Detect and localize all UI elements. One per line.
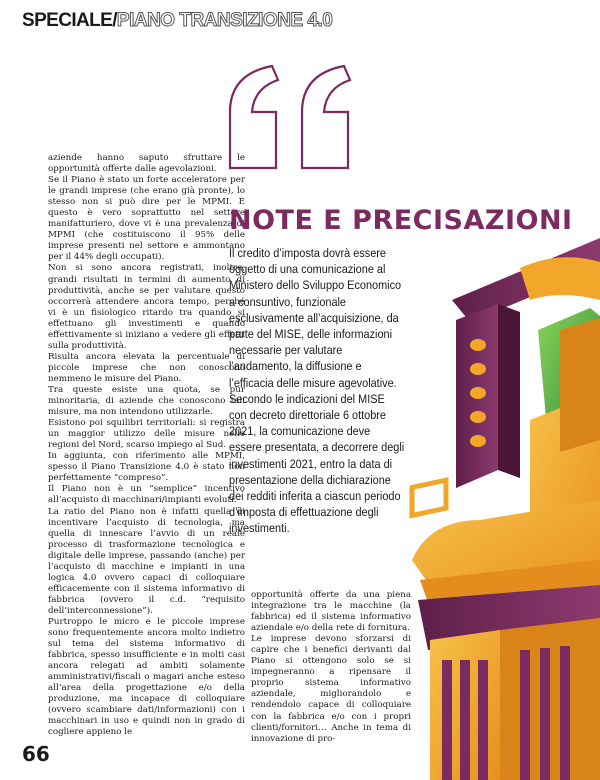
paragraph: In aggiunta, con riferimento alle MPMI, spesso il Piano Transizione 4.0 è stato non perfettamente “compreso”.	[48, 451, 245, 484]
header-separator: /	[112, 10, 117, 31]
paragraph: La ratio del Piano non è infatti quella di incentivare l’acquisto di tecnologia, ma quella di innescare l’avvio di un reale processo di trasformazione tecnologica e digitale delle imprese, passando (anche) per l’acquisto di macchine e impianti in una logica 4.0 ovvero capaci di colloquiare efficacemente con il sistema informativo di fabbrica (ovvero il c.d. “requisito dell’interconnessione”).	[48, 506, 245, 616]
paragraph: Risulta ancora elevata la percentuale di piccole imprese che non conoscono nemmeno le misure del Piano.	[48, 351, 245, 384]
paragraph: opportunità offerte da una piena integrazione tra le macchine (la fabbrica) ed il sistema informativo aziendale e/o della rete di fornitura.	[251, 590, 411, 634]
box-body	[229, 245, 405, 537]
paragraph: Il Piano non è un “semplice” incentivo all’acquisto di macchinari/impianti evoluti.	[48, 484, 245, 506]
paragraph: Purtroppo le micro e le piccole imprese sono frequentemente ancora molto indietro sul tema del sistema informativo di fabbrica, spesso insufficiente e in molti casi ancora relegati ad ambiti solamente amministrativi/fiscali o magari anche esteso all’area della progettazione e/o della produzione, ma incapace di colloquiare (ovvero scambiare dati/informazioni) con i macchinari in uso e quindi non in grado di cogliere appieno le	[48, 616, 245, 738]
box-paragraph: Il credito d’imposta dovrà essere oggetto di una comunicazione al Ministero dello Sviluppo Economico a consuntivo, funzionale esclusivamente all’acquisizione, da parte del MISE, delle informazioni necessarie per valutare l’andamento, la diffusione e l’efficacia delle misure agevolative. Secondo le indicazioni del MISE con decreto direttoriale 6 ottobre 2021, la comunicazione deve essere presentata, a decorrere degli investimenti 2021, entro la data di presentazione della dichiarazione dei redditi inferita a ciascun periodo d’imposta di effettuazione degli investimenti.	[229, 246, 405, 536]
bottom-text-column	[251, 590, 411, 745]
section-label: SPECIALE	[22, 10, 113, 31]
paragraph: Le imprese devono sforzarsi di capire che i benefici derivanti dal Piano si ottengono solo se si impegneranno a ripensare il proprio sistema informativo aziendale, migliorandolo e rendendolo capace di colloquiare con la fabbrica e/o con i propri clienti/fornitori… Anche in tema di innovazione di pro-	[251, 634, 411, 744]
paragraph: aziende hanno saputo sfruttare le opportunità offerte dalle agevolazioni.	[48, 153, 245, 175]
paragraph: Esistono poi squilibri territoriali: si registra un maggior utilizzo delle misure nelle regioni del Nord, scarso impiego al Sud.	[48, 418, 245, 451]
paragraph: Tra queste esiste una quota, se pur minoritaria, di aziende che conoscono tali misure, ma non intendono utilizzarle.	[48, 384, 245, 418]
section-topic: PIANO TRANSIZIONE 4.0	[116, 10, 333, 31]
left-text-column	[48, 153, 245, 738]
open-double-quote-icon	[226, 62, 361, 172]
paragraph: Non si sono ancora registrati, inoltre, grandi risultati in termini di aumento di produttività, anche se per valutare questo occorrerà attendere ancora tempo, perché vi è un fisiologico ritardo tra quando si effettuano gli investimenti e quando effettivamente si iniziano a vedere gli effetti sulla produttività.	[48, 263, 245, 351]
section-header	[22, 10, 332, 32]
paragraph: Se il Piano è stato un forte acceleratore per le grandi imprese (che erano già pronte), lo stesso non si può dire per le MPMI. E questo è vero soprattutto nel settore manifatturiero, dove vi è una prevalenza di MPMI (che costituiscono il 95% delle imprese presenti nel settore e ammontano per il 44% degli occupati).	[48, 175, 245, 263]
page-number: 66	[22, 742, 50, 766]
box-title: NOTE E PRECISAZIONI	[229, 205, 573, 236]
